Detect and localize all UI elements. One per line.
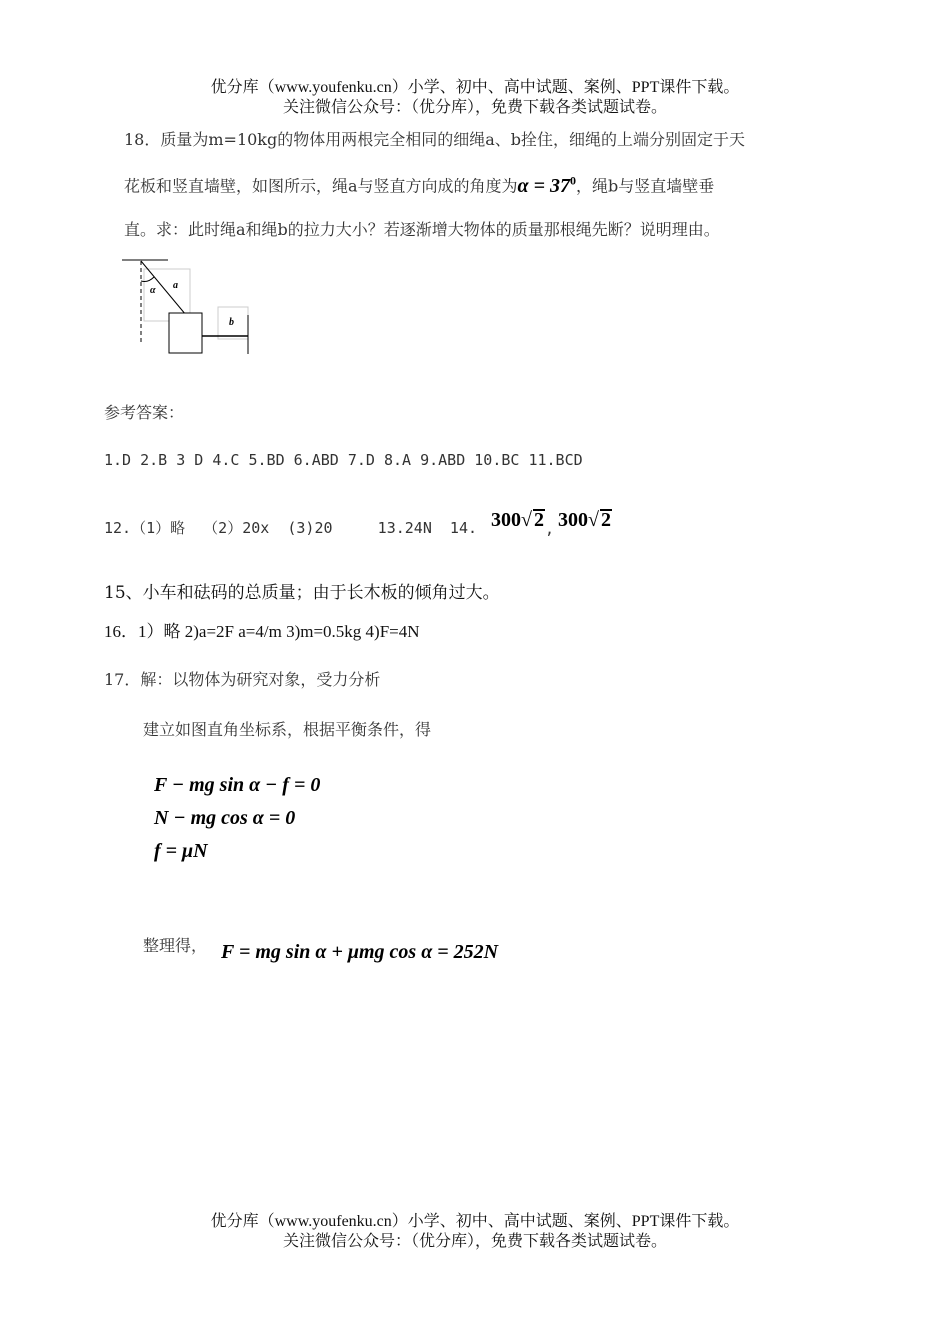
angle-arc (141, 277, 154, 282)
question-18 (124, 120, 848, 250)
equation-3: f = μN (154, 840, 208, 862)
equation-1: F − mg sin α − f = 0 (154, 774, 321, 796)
result-label: 整理得， (143, 936, 208, 955)
q18-line-2-after: ，绳b与竖直墙壁垂 (576, 176, 715, 196)
row12-value-2: 300√ 2 (558, 509, 612, 531)
answers-title: 参考答案： (104, 403, 185, 422)
q18-line-1: 18．质量为m=10kg的物体用两根完全相同的细绳a、b拴住，细绳的上端分别固定于天 (124, 130, 746, 149)
q18-angle-equation: $\alpha = 37^0$ (517, 173, 577, 197)
footer-line-1: 优分库（www.youfenku.cn）小学、初中、高中试题、案例、PPT课件下载。 (210, 1213, 740, 1230)
mass-block (169, 313, 202, 353)
label-b: b (229, 317, 234, 328)
footer-line-2: 关注微信公众号：（优分库），免费下载各类试题试卷。 (282, 1233, 667, 1250)
page-header (0, 78, 950, 118)
equilibrium-equations (154, 774, 320, 873)
q18-line-2-before: 花板和竖直墙壁，如图所示，绳a与竖直方向成的角度为 (124, 176, 518, 196)
rope-diagram (118, 255, 258, 360)
answers-row-1: 1.D 2.B 3 D 4.C 5.BD 6.ABD 7.D 8.A 9.ABD 10.BC 11.BCD (104, 451, 583, 469)
header-line-2: 关注微信公众号：（优分库），免费下载各类试题试卷。 (282, 99, 667, 116)
label-a: a (173, 280, 178, 291)
row12-separator: , (545, 520, 555, 538)
q18-line-2 (124, 160, 848, 200)
answer-16: 16．1）略 2)a=2F a=4/m 3)m=0.5kg 4)F=4N (104, 622, 420, 641)
label-alpha: α (150, 285, 156, 296)
equation-2: N − mg cos α = 0 (154, 807, 296, 829)
result-equation: F = mg sin α + μmg cos α = 252N (221, 941, 499, 963)
row12-value-1: 300√ 2 (491, 509, 545, 531)
row12-text: 12.（1）略 （2）20x (3)20 13.24N 14. (104, 519, 478, 537)
answer-17-intro: 17．解：以物体为研究对象，受力分析 (104, 670, 381, 689)
answer-15: 15、小车和砝码的总质量；由于长木板的倾角过大。 (104, 583, 500, 603)
page-footer (0, 1212, 950, 1252)
header-line-1: 优分库（www.youfenku.cn）小学、初中、高中试题、案例、PPT课件下载。 (210, 79, 740, 96)
q18-line-3: 直。求：此时绳a和绳b的拉力大小？若逐渐增大物体的质量那根绳先断？说明理由。 (124, 220, 720, 239)
answer-17-setup: 建立如图直角坐标系，根据平衡条件，得 (143, 720, 432, 739)
answers-row-12 (104, 504, 612, 538)
